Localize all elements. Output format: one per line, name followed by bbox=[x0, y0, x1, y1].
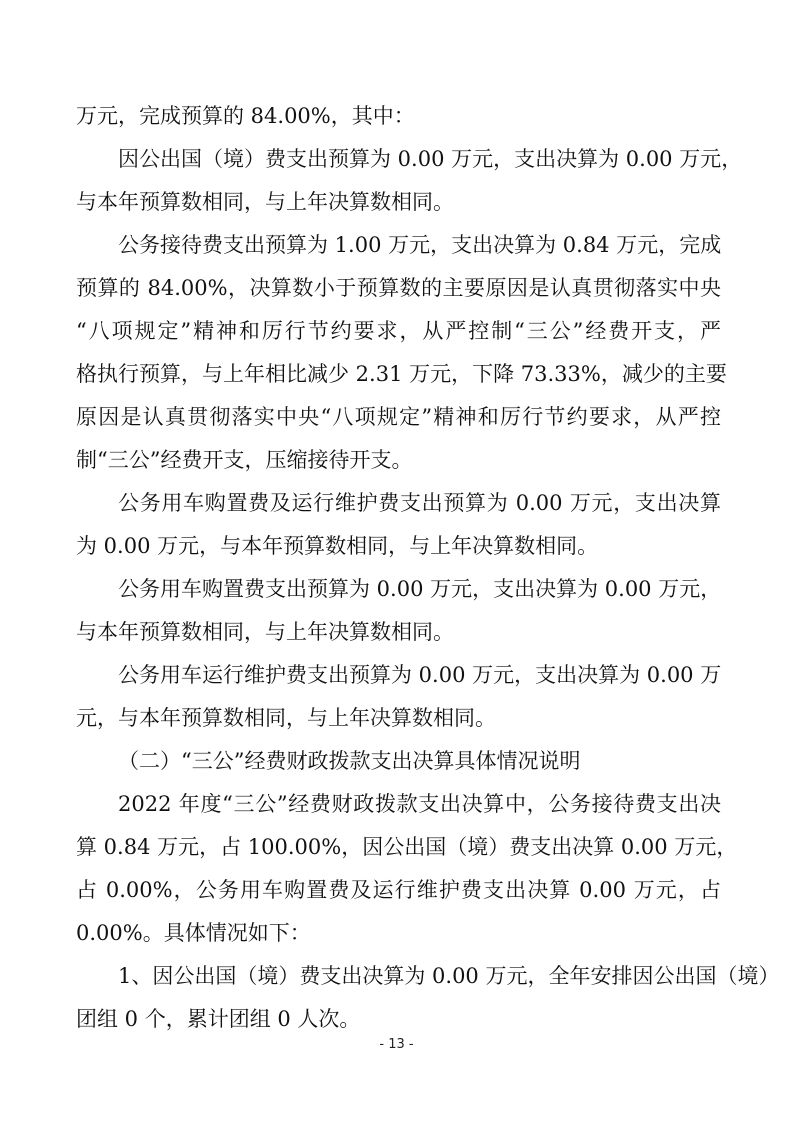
text-line-6: “八项规定”精神和厉行节约要求，从严控制“三公”经费开支，严 bbox=[76, 319, 721, 343]
text-line-12: 公务用车购置费支出预算为 0.00 万元，支出决算为 0.00 万元， bbox=[118, 577, 722, 601]
text-line-19: 占 0.00%，公务用车购置费及运行维护费支出决算 0.00 万元，占 bbox=[76, 878, 721, 902]
text-line-15: 元，与本年预算数相同，与上年决算数相同。 bbox=[76, 706, 496, 730]
text-line-7: 格执行预算，与上年相比减少 2.31 万元，下降 73.33%，减少的主要 bbox=[76, 362, 727, 386]
text-line-8: 原因是认真贯彻落实中央“八项规定”精神和厉行节约要求，从严控 bbox=[76, 405, 721, 429]
text-line-10: 公务用车购置费及运行维护费支出预算为 0.00 万元，支出决算 bbox=[118, 491, 721, 515]
text-line-21: 1、因公出国（境）费支出决算为 0.00 万元，全年安排因公出国（境） bbox=[118, 964, 780, 988]
text-line-22: 团组 0 个，累计团组 0 人次。 bbox=[76, 1007, 361, 1031]
section-heading: （二）“三公”经费财政拨款支出决算具体情况说明 bbox=[118, 749, 581, 773]
text-line-18: 算 0.84 万元，占 100.00%，因公出国（境）费支出决算 0.00 万元， bbox=[76, 835, 738, 859]
text-line-3: 与本年预算数相同，与上年决算数相同。 bbox=[76, 190, 454, 214]
text-line-11: 为 0.00 万元，与本年预算数相同，与上年决算数相同。 bbox=[76, 534, 599, 558]
text-line-13: 与本年预算数相同，与上年决算数相同。 bbox=[76, 620, 454, 644]
text-line-17: 2022 年度“三公”经费财政拨款支出决算中，公务接待费支出决 bbox=[118, 792, 721, 816]
text-line-2: 因公出国（境）费支出预算为 0.00 万元，支出决算为 0.00 万元， bbox=[118, 147, 743, 171]
text-line-14: 公务用车运行维护费支出预算为 0.00 万元，支出决算为 0.00 万 bbox=[118, 663, 722, 687]
text-line-5: 预算的 84.00%，决算数小于预算数的主要原因是认真贯彻落实中央 bbox=[76, 276, 721, 300]
text-line-1: 万元，完成预算的 84.00%，其中： bbox=[76, 104, 415, 128]
text-line-9: 制“三公”经费开支，压缩接待开支。 bbox=[76, 448, 413, 472]
text-line-20: 0.00%。具体情况如下： bbox=[76, 921, 311, 945]
text-line-4: 公务接待费支出预算为 1.00 万元，支出决算为 0.84 万元，完成 bbox=[118, 233, 722, 257]
page-number: - 13 - bbox=[379, 1037, 414, 1052]
